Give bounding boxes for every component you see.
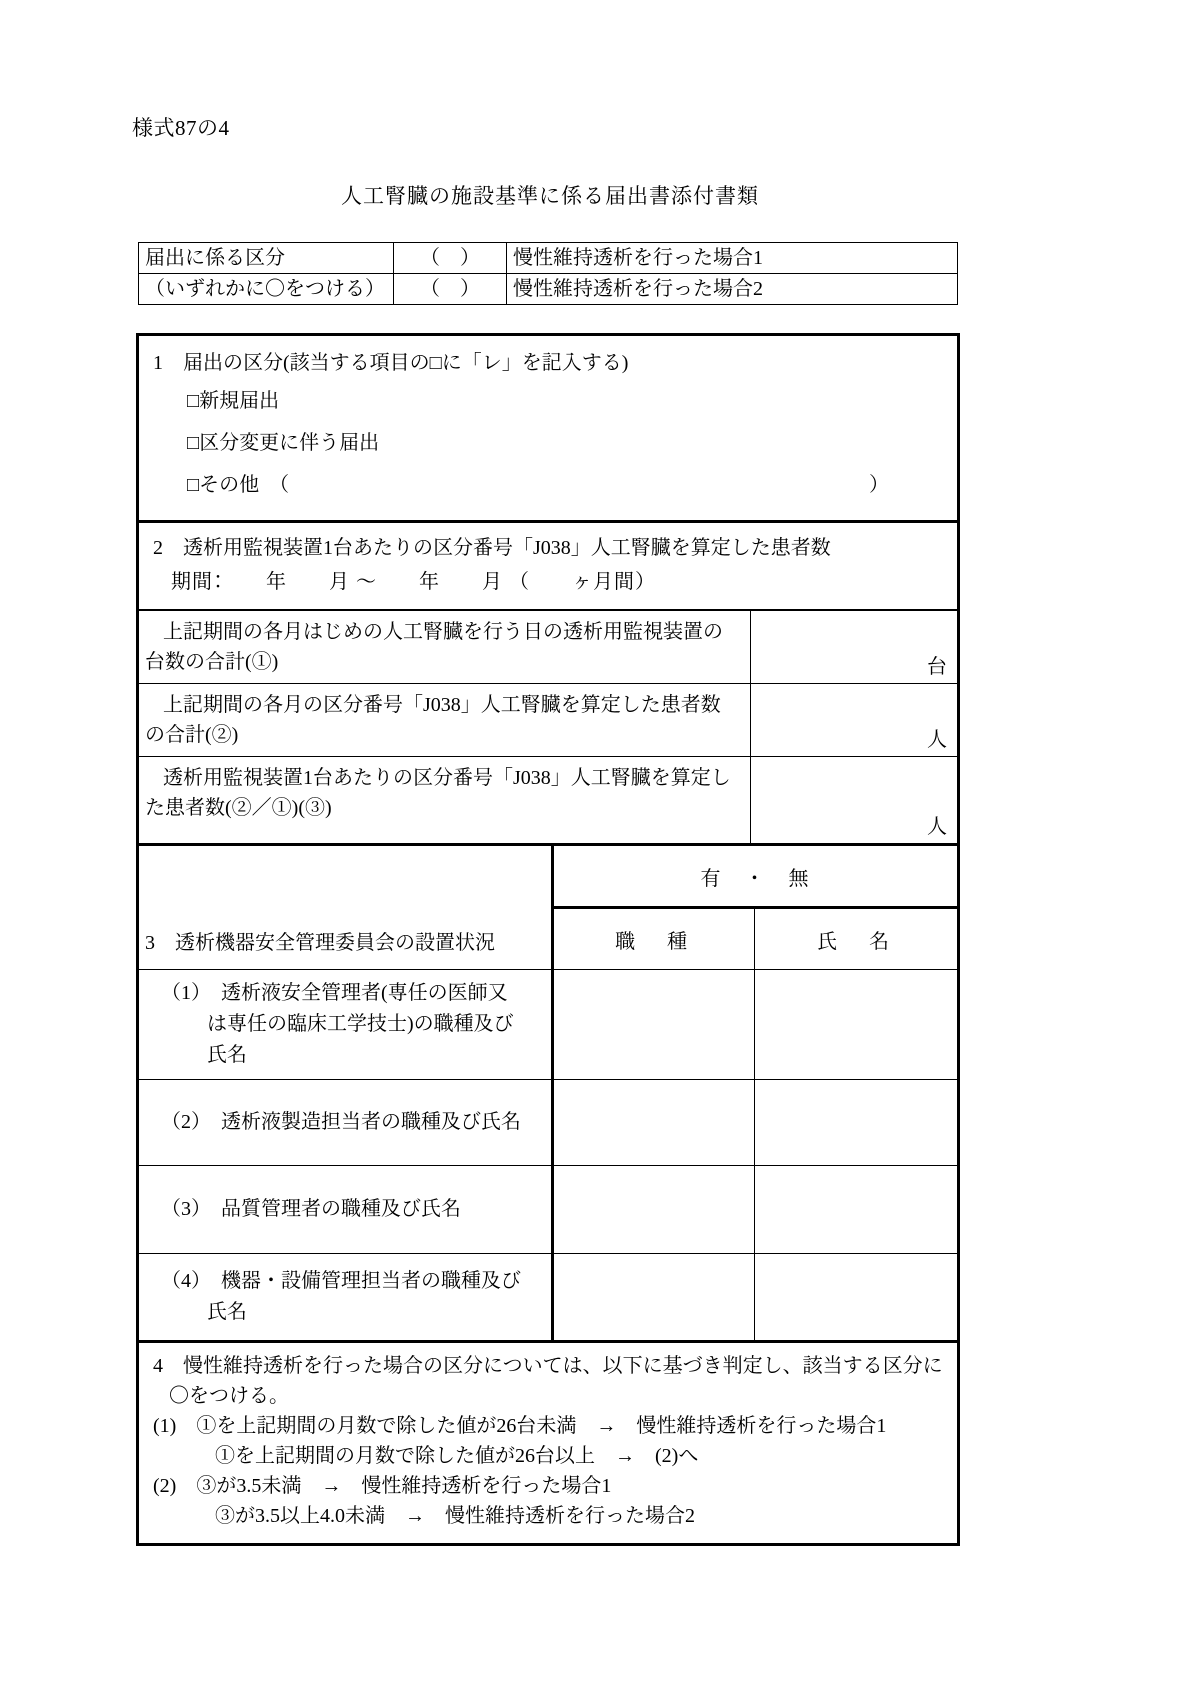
table-row [139,846,957,908]
row-1-line3: 氏名 [207,1044,247,1066]
section-1 [139,336,957,523]
category-label-line1: 届出に係る区分 [139,243,394,274]
section-3-row-1-name-field[interactable] [755,970,957,1080]
section-3-heading: 3 透析機器安全管理委員会の設置状況 [139,846,553,970]
category-table [138,242,958,305]
table-row [139,1166,957,1254]
row-3-unit: 人 [927,816,947,838]
other-close-paren: ） [869,474,889,496]
main-form-box [136,333,960,1546]
row-2-description [139,684,751,757]
row-1-description [139,610,751,684]
row-3-value-field[interactable] [751,757,958,844]
checkbox-icon[interactable]: □ [187,390,200,412]
row-3-line1 [161,1194,545,1225]
section-2-table [139,609,957,843]
table-row [139,610,957,684]
row-3-description [139,757,751,844]
row-3-description-line1: 透析用監視装置1台あたりの区分番号「J038」人工腎臓を算定し [163,767,731,789]
section-3-row-3-label [139,1166,553,1254]
section-3-row-2-job-field[interactable] [553,1080,755,1166]
section-1-heading: 1 届出の区分(該当する項目の□に「レ」を記入する) [153,352,629,374]
section-4-line-4: ①を上記期間の月数で除した値が26台以上 → (2)へ [215,1444,699,1467]
row-2-description-line1: 上記期間の各月の区分番号「J038」人工腎臓を算定した患者数 [163,694,721,716]
section-3-row-4-label [139,1254,553,1340]
table-row [139,1080,957,1166]
section-4-line-5: (2) ③が3.5未満 → 慢性維持透析を行った場合1 [153,1474,612,1497]
table-row [139,243,958,274]
row-1-description-line2: 台数の合計(①) [145,651,279,673]
category-text-1: 慢性維持透析を行った場合1 [507,243,958,274]
row-4-line1 [161,1266,545,1297]
section-3-row-3-job-field[interactable] [553,1166,755,1254]
section-4-line-6: ③が3.5以上4.0未満 → 慢性維持透析を行った場合2 [215,1504,695,1527]
row-1-value-field[interactable] [751,610,958,684]
row-3-text1: 品質管理者の職種及び氏名 [221,1198,461,1220]
committee-yes-no[interactable]: 有 ・ 無 [553,846,958,908]
section-4-line-2: 〇をつける。 [169,1384,289,1407]
section-3-row-1-job-field[interactable] [553,970,755,1080]
checkbox-item-category-change[interactable] [139,422,957,464]
checkbox-item-new-filing[interactable] [139,380,957,422]
row-3-number: （3） [161,1198,201,1220]
row-1-description-line1: 上記期間の各月はじめの人工腎臓を行う日の透析用監視装置の [163,621,723,643]
section-4 [139,1343,957,1543]
table-row [139,970,957,1080]
table-row [139,1254,957,1340]
column-header-job: 職 種 [553,908,755,970]
checkbox-label: その他 （ [199,474,290,496]
category-label-line2: （いずれかに〇をつける） [139,274,394,305]
row-2-line1 [161,1107,545,1138]
section-3-row-2-name-field[interactable] [755,1080,957,1166]
section-3-row-4-job-field[interactable] [553,1254,755,1340]
checkbox-icon[interactable]: □ [187,474,200,496]
row-2-unit: 人 [927,729,947,751]
row-1-unit: 台 [927,656,947,678]
section-2 [139,523,957,846]
row-4-line2: 氏名 [207,1300,247,1323]
category-mark-1[interactable]: （ ） [394,243,507,274]
section-3-row-3-name-field[interactable] [755,1166,957,1254]
row-4-text1: 機器・設備管理担当者の職種及び [221,1269,521,1292]
section-2-period[interactable]: 期間： 年 月 ～ 年 月 （ ヶ月間） [171,571,656,593]
column-header-name: 氏 名 [755,908,957,970]
row-3-description-line2: た患者数(②／①)(③) [145,797,332,819]
row-2-text1: 透析液製造担当者の職種及び氏名 [221,1111,521,1133]
checkbox-item-other[interactable] [139,464,957,506]
row-2-number: （2） [161,1111,201,1133]
form-number: 様式87の4 [132,116,230,140]
checkbox-label: 新規届出 [199,390,280,412]
section-2-heading: 2 透析用監視装置1台あたりの区分番号「J038」人工腎臓を算定した患者数 [153,537,831,559]
section-3 [139,846,957,1343]
section-3-row-1-label [139,970,553,1080]
checkbox-label: 区分変更に伴う届出 [199,432,380,454]
section-3-row-4-name-field[interactable] [755,1254,957,1340]
section-3-table [139,846,957,1340]
section-4-line-1: 4 慢性維持透析を行った場合の区分については、以下に基づき判定し、該当する区分に [153,1354,943,1377]
table-row [139,274,958,305]
row-1-line2: は専任の臨床工学技士)の職種及び [207,1013,514,1035]
row-1-line1 [161,978,545,1009]
section-4-line-3: (1) ①を上記期間の月数で除した値が26台未満 → 慢性維持透析を行った場合1 [153,1414,887,1437]
section-3-row-2-label [139,1080,553,1166]
page-title: 人工腎臓の施設基準に係る届出書添付書類 [341,184,759,208]
row-1-number: （1） [161,982,201,1004]
category-mark-2[interactable]: （ ） [394,274,507,305]
row-2-description-line2: の合計(②) [145,724,239,746]
checkbox-icon[interactable]: □ [187,432,200,454]
row-2-value-field[interactable] [751,684,958,757]
row-4-number: （4） [161,1269,201,1292]
row-1-text1: 透析液安全管理者(専任の医師又 [221,982,508,1004]
table-row [139,757,957,844]
table-row [139,684,957,757]
category-text-2: 慢性維持透析を行った場合2 [507,274,958,305]
